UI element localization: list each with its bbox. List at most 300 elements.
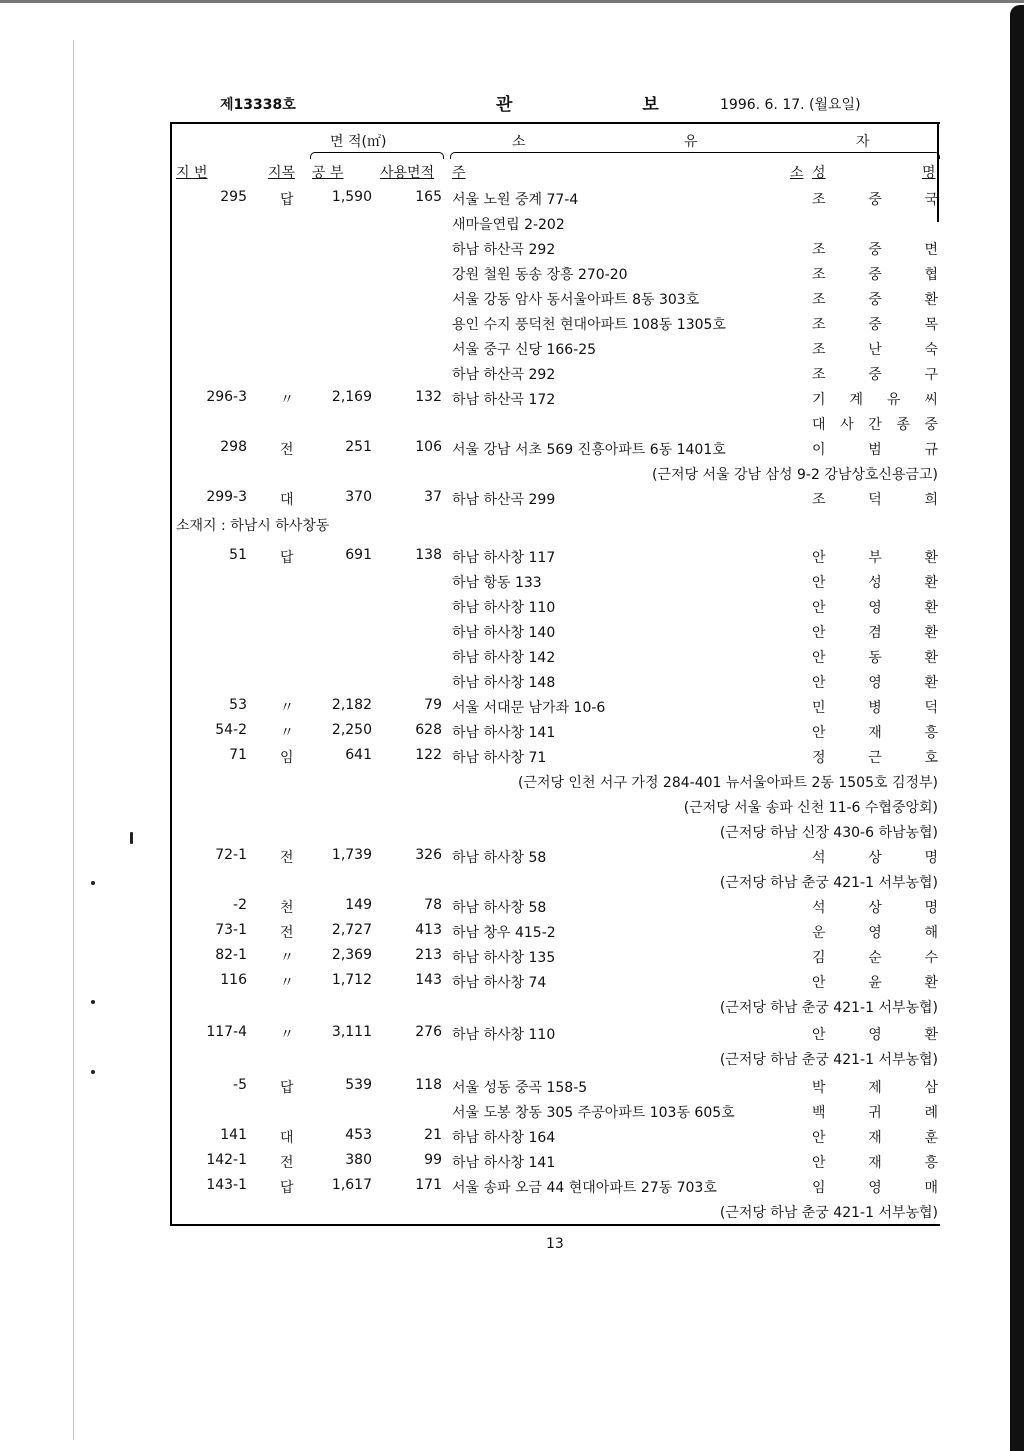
table-row — [172, 1074, 942, 1099]
scan-speck — [91, 1000, 95, 1004]
lot-number: 296-3 — [206, 389, 247, 405]
lot-number: 82-1 — [215, 947, 247, 963]
owner-name-char: 조 — [812, 367, 826, 383]
owner-name-char: 씨 — [924, 392, 938, 408]
owner-address: 하남 하사창 148 — [452, 675, 556, 691]
table-row — [172, 744, 942, 769]
registered-area: 1,712 — [331, 972, 372, 988]
owner-address: 서울 송파 오금 44 현대아파트 27동 703호 — [452, 1180, 717, 1196]
owner-name-char: 간 — [868, 417, 882, 433]
mortgage-note: (근저당 서울 강남 삼성 9-2 강남상호신용금고) — [652, 467, 938, 483]
owner-name — [812, 239, 938, 259]
owner-name-char: 중 — [868, 292, 882, 308]
owner-name — [812, 1102, 938, 1122]
owner-address: 하남 하산곡 292 — [452, 242, 556, 258]
table-row — [172, 436, 942, 461]
owner-name-char: 명 — [924, 900, 938, 916]
owner-name-char: 환 — [924, 675, 938, 691]
table-row — [172, 619, 942, 644]
owner-name — [812, 1077, 938, 1097]
owner-name-char: 상 — [868, 900, 882, 916]
used-area: 171 — [415, 1177, 442, 1193]
registered-area: 539 — [345, 1077, 372, 1093]
table-row — [172, 844, 942, 869]
owner-name-char: 흥 — [924, 1155, 938, 1171]
lot-number: -2 — [233, 897, 247, 913]
owner-name-char: 명 — [924, 850, 938, 866]
owner-name — [812, 897, 938, 917]
table-row — [172, 669, 942, 694]
owner-name-char: 국 — [924, 192, 938, 208]
owner-name — [812, 947, 938, 967]
owner-name-char: 안 — [812, 725, 826, 741]
land-category: 〃 — [280, 950, 294, 966]
owner-name-char: 목 — [924, 317, 938, 333]
gazette-title: 관 보 — [496, 95, 721, 115]
scan-top-edge — [0, 0, 1024, 3]
mortgage-note: (근저당 서울 송파 신천 11-6 수협중앙회) — [683, 800, 938, 816]
area-group-header: 면 적(㎡) — [330, 134, 387, 150]
used-area: 118 — [415, 1077, 442, 1093]
table-row — [172, 186, 942, 211]
owner-name — [812, 439, 938, 459]
owner-name — [812, 189, 938, 209]
owner-address: 하남 하사창 71 — [452, 750, 547, 766]
land-category: 전 — [280, 850, 294, 866]
owner-address: 하남 하산곡 172 — [452, 392, 556, 408]
owner-name — [812, 847, 938, 867]
owner-address: 하남 하사창 142 — [452, 650, 556, 666]
table-row — [172, 644, 942, 669]
table-row — [172, 311, 942, 336]
table-row — [172, 1099, 942, 1124]
col-name-2: 명 — [922, 165, 936, 181]
owner-name-char: 유 — [886, 392, 901, 408]
page-number: 13 — [546, 1236, 564, 1252]
page-header — [170, 94, 940, 118]
owner-name-char: 안 — [812, 975, 826, 991]
owner-name — [812, 747, 938, 767]
lot-number: 116 — [220, 972, 247, 988]
used-area: 165 — [415, 189, 442, 205]
registered-area: 1,617 — [331, 1177, 372, 1193]
registered-area: 641 — [345, 747, 372, 763]
owner-address: 하남 창우 415-2 — [452, 925, 556, 941]
owner-name-char: 기 — [812, 392, 826, 408]
owner-name-char: 영 — [868, 1180, 882, 1196]
lot-number: -5 — [233, 1077, 247, 1093]
table-row — [172, 1174, 942, 1199]
col-address-2: 소 — [790, 165, 804, 181]
used-area: 628 — [415, 722, 442, 738]
registered-area: 691 — [345, 547, 372, 563]
owner-name-char: 영 — [868, 1027, 882, 1043]
table-row — [172, 361, 942, 386]
owner-address: 서울 노원 중계 77-4 — [452, 192, 579, 208]
table-row — [172, 211, 942, 236]
used-area: 213 — [415, 947, 442, 963]
owner-address: 용인 수지 풍덕천 현대아파트 108동 1305호 — [452, 317, 726, 333]
owner-name-char: 석 — [812, 850, 826, 866]
owner-name — [812, 647, 938, 667]
used-area: 143 — [415, 972, 442, 988]
scan-speck — [91, 1070, 95, 1074]
used-area: 122 — [415, 747, 442, 763]
owner-name-char: 근 — [868, 750, 882, 766]
owner-name-char: 안 — [812, 650, 826, 666]
col-lot-no: 지 번 — [176, 165, 208, 181]
col-name-1: 성 — [812, 165, 826, 181]
owner-name — [812, 597, 938, 617]
mortgage-note: (근저당 인천 서구 가정 284-401 뉴서울아파트 2동 1505호 김정부) — [517, 775, 938, 791]
owner-name-char: 안 — [812, 550, 826, 566]
owner-name-char: 례 — [924, 1105, 938, 1121]
owner-name-char: 임 — [812, 1180, 826, 1196]
owner-name-char: 환 — [924, 625, 938, 641]
mortgage-note-row — [172, 794, 942, 819]
owner-address: 하남 하산곡 292 — [452, 367, 556, 383]
owner-name-char: 중 — [868, 192, 882, 208]
owner-name-char: 구 — [924, 367, 938, 383]
owner-name-char: 영 — [868, 600, 882, 616]
owner-name-char: 조 — [812, 342, 826, 358]
owner-name-char: 영 — [868, 675, 882, 691]
owner-name-char: 범 — [868, 442, 882, 458]
registered-area: 2,369 — [331, 947, 372, 963]
owner-name-char: 조 — [812, 317, 826, 333]
owner-address: 하남 하산곡 299 — [452, 492, 556, 508]
lot-number: 51 — [229, 547, 247, 563]
owner-name-char: 안 — [812, 675, 826, 691]
owner-name-char: 병 — [868, 700, 882, 716]
owner-name-char: 동 — [868, 650, 882, 666]
owner-name-char: 조 — [812, 492, 826, 508]
owner-name-char: 재 — [868, 725, 882, 741]
owner-name-char: 조 — [812, 292, 826, 308]
col-registered-area: 공 부 — [312, 165, 344, 181]
used-area: 78 — [424, 897, 442, 913]
owner-name-char: 환 — [924, 292, 938, 308]
lot-number: 72-1 — [215, 847, 247, 863]
owner-name-char: 중 — [868, 367, 882, 383]
owner-group-header-2: 유 — [684, 134, 698, 150]
table-row — [172, 236, 942, 261]
owner-name-char: 김 — [812, 950, 826, 966]
owner-name — [812, 622, 938, 642]
mortgage-note-row — [172, 869, 942, 894]
land-category: 〃 — [280, 725, 294, 741]
table-row — [172, 944, 942, 969]
lot-number: 142-1 — [206, 1152, 247, 1168]
issue-date: 1996. 6. 17. (월요일) — [720, 97, 861, 113]
col-land-category: 지목 — [268, 165, 296, 181]
table-row — [172, 386, 942, 411]
registered-area: 1,739 — [331, 847, 372, 863]
owner-name — [812, 972, 938, 992]
owner-name-char: 재 — [868, 1155, 882, 1171]
owner-name-char: 해 — [924, 925, 938, 941]
owner-name-char: 호 — [924, 750, 938, 766]
owner-address: 서울 서대문 남가좌 10-6 — [452, 700, 606, 716]
owner-name — [812, 1152, 938, 1172]
owner-name-char: 규 — [924, 442, 938, 458]
scan-right-edge — [1010, 5, 1024, 1451]
mortgage-note-row — [172, 819, 942, 844]
owner-name-char: 덕 — [924, 700, 938, 716]
owner-name-char: 매 — [924, 1180, 938, 1196]
used-area: 138 — [415, 547, 442, 563]
owner-name-char: 숙 — [924, 342, 938, 358]
table-row — [172, 261, 942, 286]
used-area: 276 — [415, 1024, 442, 1040]
owner-name-char: 중 — [868, 242, 882, 258]
mortgage-note-row — [172, 1046, 942, 1071]
registered-area: 2,169 — [331, 389, 372, 405]
owner-address: 하남 항동 133 — [452, 575, 542, 591]
table-row — [172, 969, 942, 994]
mortgage-note: (근저당 하남 춘궁 421-1 서부농협) — [719, 1000, 938, 1016]
lot-number: 73-1 — [215, 922, 247, 938]
owner-name-char: 환 — [924, 650, 938, 666]
land-category: 임 — [280, 750, 294, 766]
col-address-1: 주 — [452, 165, 466, 181]
owner-address: 하남 하사창 140 — [452, 625, 556, 641]
registered-area: 1,590 — [331, 189, 372, 205]
table-row — [172, 569, 942, 594]
land-category: 〃 — [280, 1027, 294, 1043]
owner-name-char: 중 — [868, 267, 882, 283]
owner-address: 하남 하사창 110 — [452, 1027, 556, 1043]
used-area: 79 — [424, 697, 442, 713]
owner-name-char: 상 — [868, 850, 882, 866]
owner-name — [812, 489, 938, 509]
owner-name — [812, 264, 938, 284]
owner-address: 하남 하사창 110 — [452, 600, 556, 616]
land-category: 답 — [280, 1080, 294, 1096]
owner-name-char: 대 — [812, 417, 826, 433]
owner-name-char: 제 — [868, 1080, 882, 1096]
lot-number: 299-3 — [206, 489, 247, 505]
table-row — [172, 1149, 942, 1174]
registered-area: 2,250 — [331, 722, 372, 738]
owner-name-char: 백 — [812, 1105, 826, 1121]
owner-name-char: 난 — [868, 342, 882, 358]
land-category: 전 — [280, 442, 294, 458]
land-category: 답 — [280, 1180, 294, 1196]
land-category: 〃 — [280, 700, 294, 716]
owner-address: 서울 중구 신당 166-25 — [452, 342, 597, 358]
owner-address: 서울 강동 암사 동서울아파트 8동 303호 — [452, 292, 700, 308]
owner-address: 하남 하사창 58 — [452, 900, 547, 916]
land-category: 대 — [280, 1130, 294, 1146]
owner-name-char: 환 — [924, 575, 938, 591]
land-category: 답 — [280, 192, 294, 208]
owner-name-char: 사 — [840, 417, 854, 433]
owner-name-char: 안 — [812, 575, 826, 591]
owner-name-char: 민 — [812, 700, 826, 716]
table-row — [172, 694, 942, 719]
land-category: 천 — [280, 900, 294, 916]
owner-brace — [450, 152, 940, 159]
scan-speck — [130, 832, 133, 844]
owner-name-char: 환 — [924, 975, 938, 991]
owner-name — [812, 672, 938, 692]
mortgage-note-row — [172, 994, 942, 1019]
owner-name-char: 안 — [812, 1130, 826, 1146]
owner-name — [812, 722, 938, 742]
owner-name — [812, 389, 938, 409]
owner-address: 하남 하사창 117 — [452, 550, 556, 566]
lot-number: 295 — [220, 189, 247, 205]
owner-name-char: 안 — [812, 1155, 826, 1171]
owner-name-char: 안 — [812, 625, 826, 641]
scan-speck — [91, 881, 95, 885]
registered-area: 370 — [345, 489, 372, 505]
owner-name-char: 희 — [924, 492, 938, 508]
registered-area: 149 — [345, 897, 372, 913]
owner-name-char: 영 — [868, 925, 882, 941]
owner-name — [812, 314, 938, 334]
land-table — [170, 122, 940, 1226]
land-category: 전 — [280, 925, 294, 941]
owner-name-char: 겸 — [868, 625, 882, 641]
table-row — [172, 286, 942, 311]
land-category: 대 — [280, 492, 294, 508]
table-row — [172, 894, 942, 919]
owner-name — [812, 1177, 938, 1197]
owner-name-char: 협 — [924, 267, 938, 283]
mortgage-note: (근저당 하남 춘궁 421-1 서부농협) — [719, 1052, 938, 1068]
location-label: 소재지 : 하남시 하사창동 — [176, 518, 330, 534]
owner-address: 하남 하사창 135 — [452, 950, 556, 966]
table-row — [172, 1021, 942, 1046]
issue-number: 제13338호 — [220, 97, 296, 113]
owner-group-header-1: 소 — [512, 134, 526, 150]
table-row — [172, 919, 942, 944]
owner-name-char: 덕 — [868, 492, 882, 508]
used-area: 413 — [415, 922, 442, 938]
lot-number: 53 — [229, 697, 247, 713]
owner-name-char: 환 — [924, 600, 938, 616]
owner-address: 서울 강남 서초 569 진흥아파트 6동 1401호 — [452, 442, 726, 458]
mortgage-note: (근저당 하남 춘궁 421-1 서부농협) — [719, 1205, 938, 1221]
area-brace — [310, 152, 444, 159]
registered-area: 2,182 — [331, 697, 372, 713]
owner-name-char: 정 — [812, 750, 826, 766]
owner-name-char: 안 — [812, 600, 826, 616]
owner-name-char: 계 — [849, 392, 864, 408]
lot-number: 71 — [229, 747, 247, 763]
owner-address: 강원 철원 동송 장흥 270-20 — [452, 267, 628, 283]
table-row — [172, 486, 942, 511]
registered-area: 251 — [345, 439, 372, 455]
owner-address: 서울 성동 중곡 158-5 — [452, 1080, 588, 1096]
owner-name-char: 수 — [924, 950, 938, 966]
owner-name-char: 종 — [896, 417, 910, 433]
owner-name-char: 운 — [812, 925, 826, 941]
owner-name — [812, 697, 938, 717]
owner-name-char: 부 — [868, 550, 882, 566]
table-row — [172, 594, 942, 619]
lot-number: 143-1 — [206, 1177, 247, 1193]
owner-name-char: 윤 — [868, 975, 882, 991]
owner-name-char: 순 — [868, 950, 882, 966]
owner-name-char: 삼 — [924, 1080, 938, 1096]
used-area: 132 — [415, 389, 442, 405]
owner-group-header-3: 자 — [856, 134, 870, 150]
owner-address: 하남 하사창 74 — [452, 975, 547, 991]
owner-name-char: 이 — [812, 442, 826, 458]
owner-name-char: 중 — [924, 417, 938, 433]
owner-name-char: 박 — [812, 1080, 826, 1096]
mortgage-note: (근저당 하남 춘궁 421-1 서부농협) — [719, 875, 938, 891]
lot-number: 141 — [220, 1127, 247, 1143]
land-category: 〃 — [280, 392, 294, 408]
owner-name-char: 중 — [868, 317, 882, 333]
owner-name-char: 조 — [812, 192, 826, 208]
table-row — [172, 336, 942, 361]
owner-name — [812, 339, 938, 359]
land-category: 답 — [280, 550, 294, 566]
mortgage-note-row — [172, 1199, 942, 1224]
used-area: 106 — [415, 439, 442, 455]
owner-name-char: 안 — [812, 1027, 826, 1043]
scan-left-line — [73, 40, 74, 1440]
land-category: 〃 — [280, 975, 294, 991]
owner-name-char: 훈 — [924, 1130, 938, 1146]
owner-address: 하남 하사창 58 — [452, 850, 547, 866]
mortgage-note: (근저당 하남 신장 430-6 하남농협) — [719, 825, 938, 841]
table-row — [172, 544, 942, 569]
owner-name — [812, 572, 938, 592]
owner-address: 하남 하사창 164 — [452, 1130, 556, 1146]
owner-name-char: 환 — [924, 1027, 938, 1043]
owner-name-char: 환 — [924, 550, 938, 566]
table-row — [172, 1124, 942, 1149]
registered-area: 3,111 — [331, 1024, 372, 1040]
owner-address: 하남 하사창 141 — [452, 725, 556, 741]
owner-address: 하남 하사창 141 — [452, 1155, 556, 1171]
used-area: 37 — [424, 489, 442, 505]
owner-address: 새마을연립 2-202 — [452, 217, 565, 233]
table-row — [172, 411, 942, 436]
registered-area: 380 — [345, 1152, 372, 1168]
land-category: 전 — [280, 1155, 294, 1171]
owner-name — [812, 1127, 938, 1147]
owner-name — [812, 364, 938, 384]
owner-name-char: 흥 — [924, 725, 938, 741]
owner-name-char: 석 — [812, 900, 826, 916]
col-used-area: 사용면적 — [380, 165, 435, 181]
owner-name — [812, 289, 938, 309]
used-area: 99 — [424, 1152, 442, 1168]
lot-number: 54-2 — [215, 722, 247, 738]
owner-address: 서울 도봉 창동 305 주공아파트 103동 605호 — [452, 1105, 735, 1121]
owner-name — [812, 922, 938, 942]
registered-area: 2,727 — [331, 922, 372, 938]
used-area: 326 — [415, 847, 442, 863]
owner-name-char: 재 — [868, 1130, 882, 1146]
table-row — [172, 719, 942, 744]
owner-name-char: 귀 — [868, 1105, 882, 1121]
owner-name — [812, 547, 938, 567]
owner-name — [812, 414, 938, 434]
owner-name — [812, 1024, 938, 1044]
registered-area: 453 — [345, 1127, 372, 1143]
location-heading — [172, 512, 942, 537]
mortgage-note-row — [172, 769, 942, 794]
owner-name-char: 조 — [812, 267, 826, 283]
